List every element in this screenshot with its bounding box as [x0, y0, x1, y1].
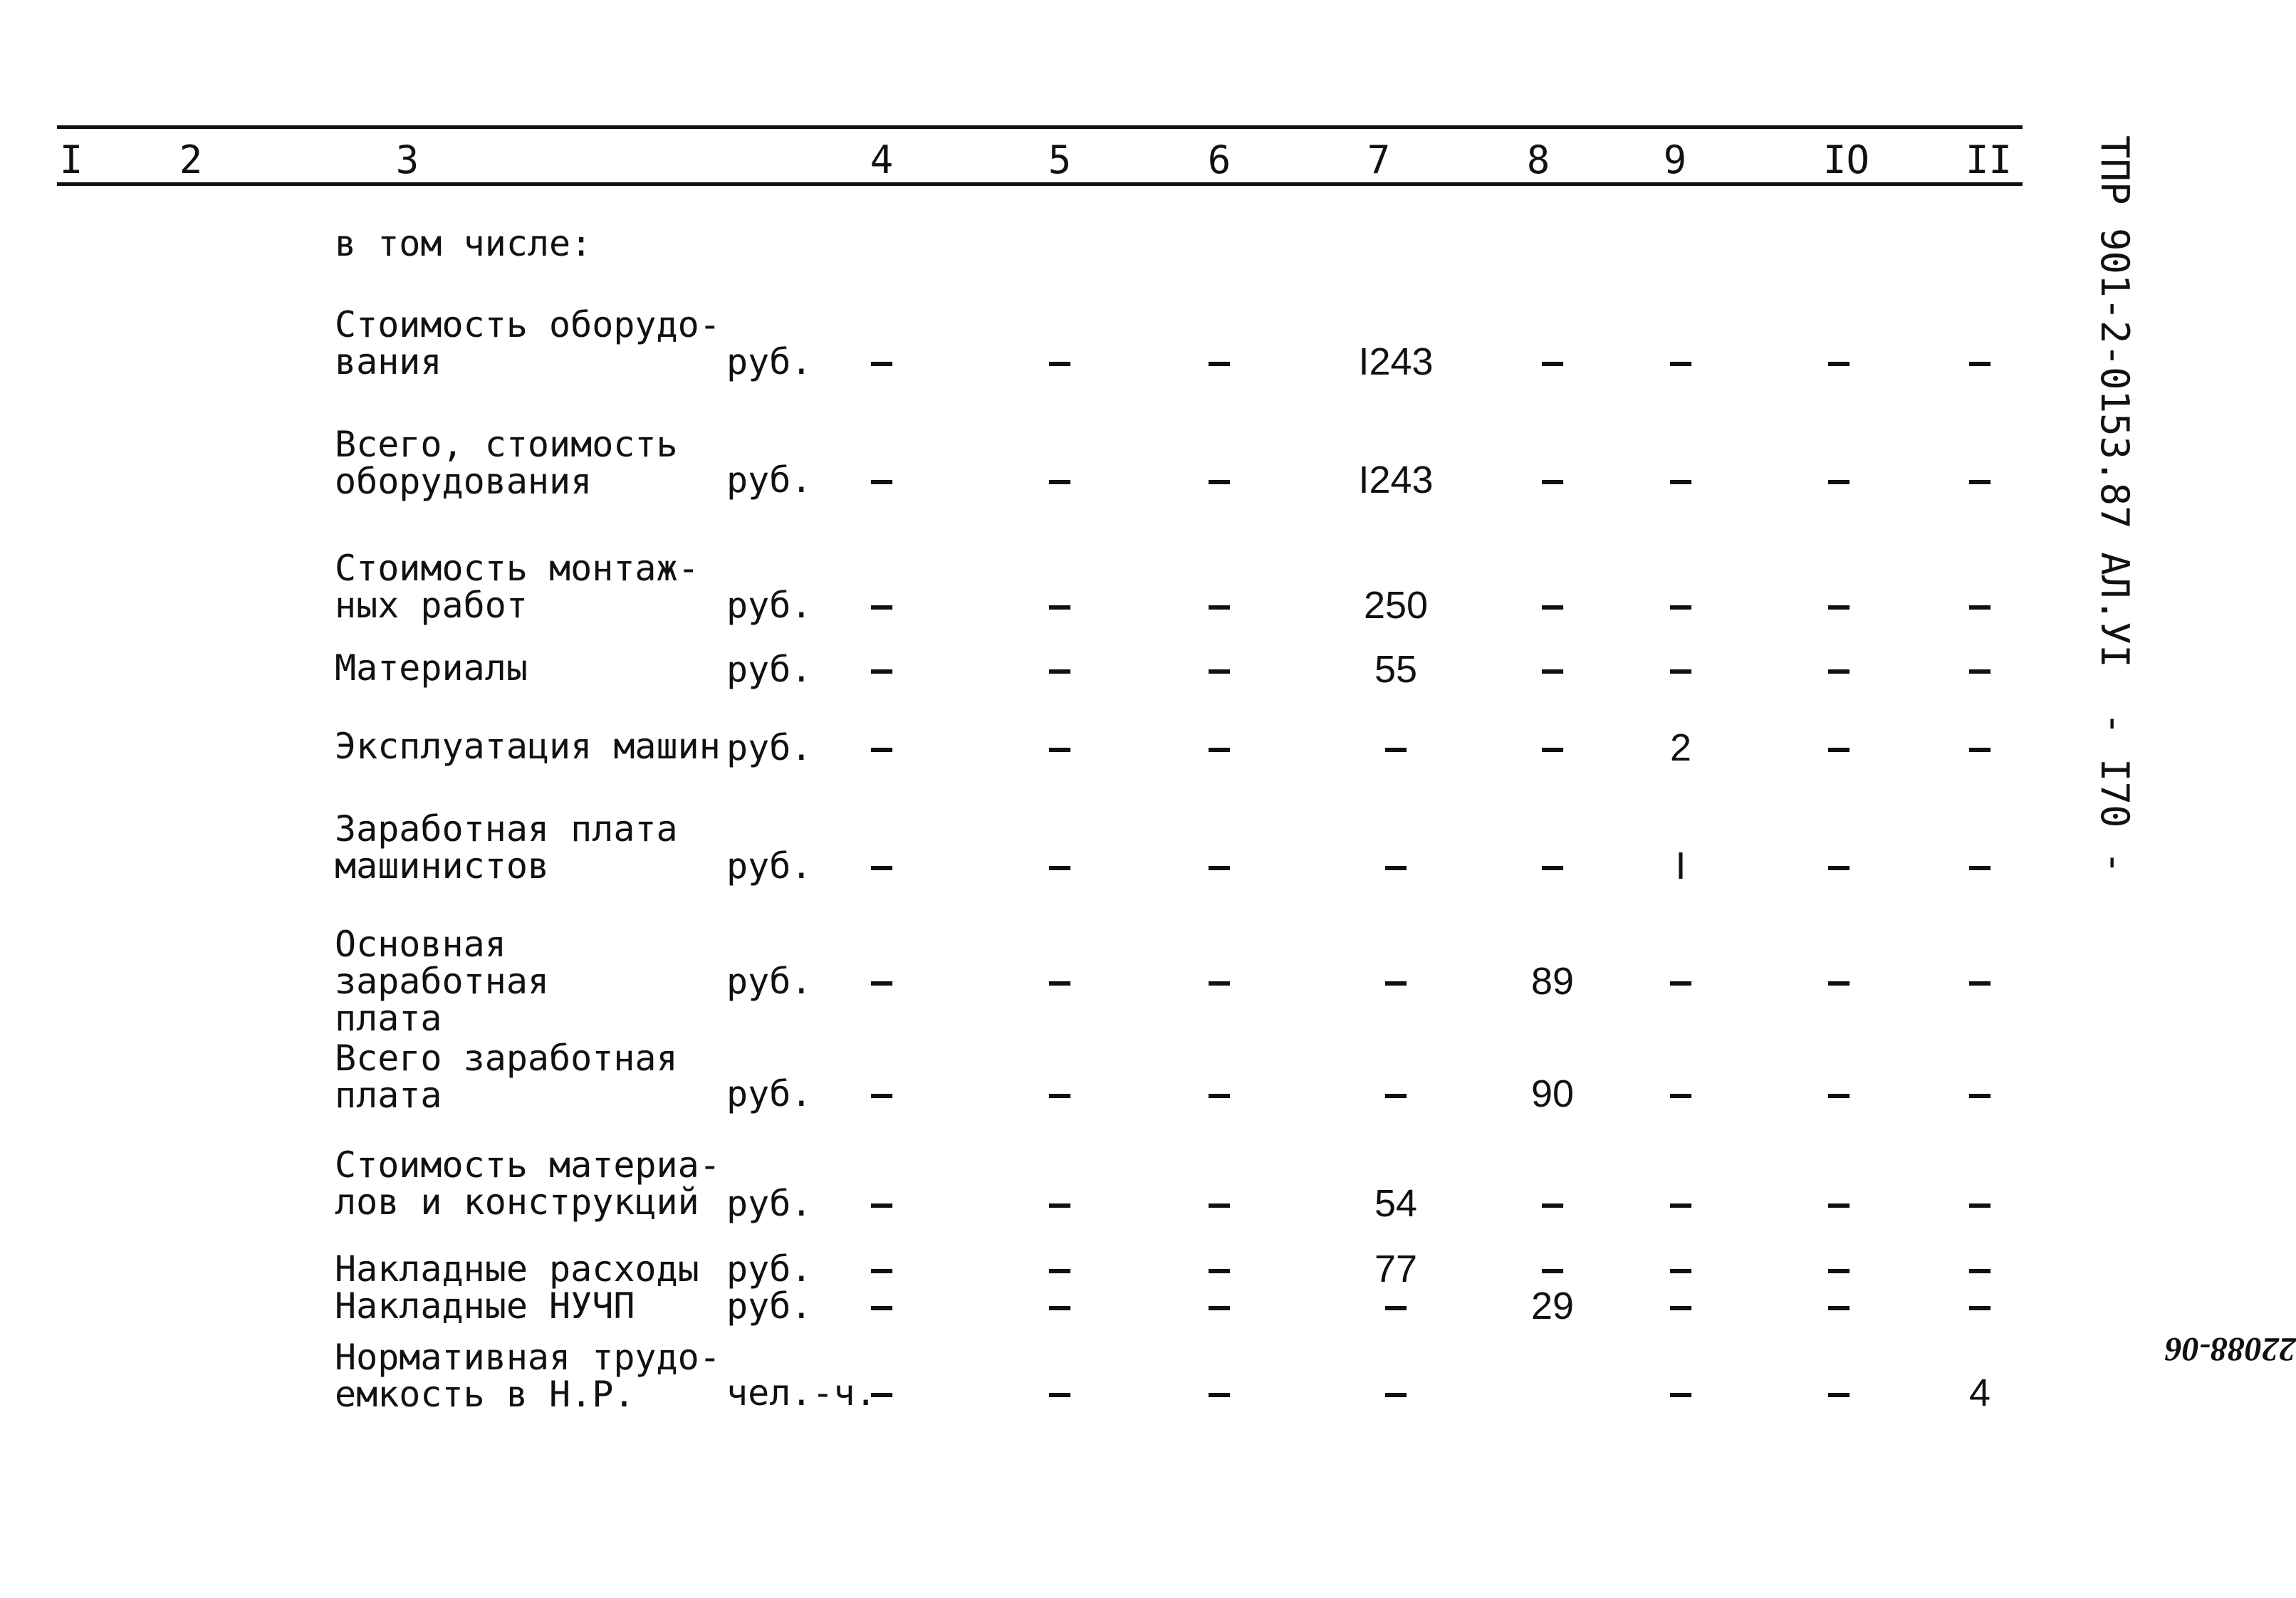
- row-unit: руб.: [726, 585, 813, 626]
- table-cell: –: [1208, 649, 1231, 690]
- table-cell: –: [1541, 727, 1564, 768]
- col-header-8: 8: [1526, 137, 1550, 182]
- table-cell: –: [1048, 459, 1071, 501]
- table-cell: –: [870, 459, 893, 501]
- table-cell: –: [1827, 1248, 1850, 1290]
- table-cell: –: [1048, 1183, 1071, 1224]
- table-cell: –: [1827, 845, 1850, 887]
- row-unit: руб.: [726, 1183, 813, 1224]
- table-cell: –: [1208, 961, 1231, 1002]
- table-cell: –: [1968, 341, 1991, 382]
- table-cell: –: [1669, 585, 1692, 626]
- row-label: Всего, стоимость оборудования: [335, 424, 678, 502]
- table-cell: –: [870, 649, 893, 690]
- table-cell: –: [1208, 585, 1231, 626]
- table-cell: –: [1968, 845, 1991, 887]
- table-cell: –: [1827, 1285, 1850, 1327]
- row-unit: чел.-ч.: [726, 1372, 877, 1414]
- row-label: Накладные расходы: [335, 1248, 699, 1290]
- row-label: Стоимость материа- лов и конструкций: [335, 1144, 721, 1223]
- table-cell: 29: [1530, 1285, 1575, 1327]
- table-cell: –: [1208, 1183, 1231, 1224]
- table-cell: –: [870, 727, 893, 768]
- table-cell: –: [870, 341, 893, 382]
- table-cell: –: [1208, 1073, 1231, 1114]
- table-cell: –: [1208, 1372, 1231, 1414]
- table-cell: –: [1827, 961, 1850, 1002]
- table-cell: –: [1048, 1372, 1071, 1414]
- row-unit: руб.: [726, 341, 813, 382]
- table-cell: 89: [1530, 960, 1575, 1003]
- table-cell: –: [870, 1183, 893, 1224]
- table-cell: –: [1827, 727, 1850, 768]
- table-cell: 90: [1530, 1072, 1575, 1115]
- table-cell: –: [870, 845, 893, 887]
- row-label: Накладные НУЧП: [335, 1285, 635, 1327]
- table-cell: –: [1048, 341, 1071, 382]
- col-header-1: I: [59, 137, 83, 182]
- table-cell: –: [870, 1285, 893, 1327]
- table-cell: –: [1208, 341, 1231, 382]
- table-cell: –: [1541, 649, 1564, 690]
- table-cell: –: [1384, 1285, 1407, 1327]
- table-cell: –: [1968, 585, 1991, 626]
- table-cell: –: [1669, 1285, 1692, 1327]
- table-cell: I243: [1358, 459, 1434, 501]
- table-cell: –: [1048, 649, 1071, 690]
- table-cell: –: [1968, 649, 1991, 690]
- row-label: Нормативная трудо- емкость в Н.Р.: [335, 1337, 721, 1415]
- table-cell: –: [1669, 649, 1692, 690]
- table-cell: –: [1827, 341, 1850, 382]
- table-cell: –: [1384, 727, 1407, 768]
- row-unit: руб.: [726, 727, 813, 768]
- table-cell: –: [1827, 1073, 1850, 1114]
- table-cell: –: [1968, 727, 1991, 768]
- table-cell: –: [870, 961, 893, 1002]
- row-unit: руб.: [726, 1073, 813, 1114]
- table-cell: –: [1968, 1248, 1991, 1290]
- table-cell: –: [1048, 1285, 1071, 1327]
- table-cell: –: [1827, 1372, 1850, 1414]
- row-unit: руб.: [726, 649, 813, 690]
- table-cell: –: [1669, 341, 1692, 382]
- table-cell: –: [1208, 727, 1231, 768]
- col-header-9: 9: [1663, 137, 1687, 182]
- table-cell: –: [1048, 1248, 1071, 1290]
- table-cell: –: [1384, 1073, 1407, 1114]
- table-cell: –: [1208, 845, 1231, 887]
- row-label: Основная заработная плата: [335, 924, 550, 1039]
- table-cell: –: [870, 1073, 893, 1114]
- row-label: Заработная плата машинистов: [335, 808, 678, 887]
- table-cell: –: [1048, 585, 1071, 626]
- table-cell: –: [1827, 649, 1850, 690]
- table-cell: –: [1669, 1372, 1692, 1414]
- table-cell: –: [1208, 1285, 1231, 1327]
- table-cell: I: [1675, 845, 1686, 887]
- row-label: Материалы: [335, 647, 528, 689]
- col-header-6: 6: [1207, 137, 1231, 182]
- table-cell: –: [1541, 585, 1564, 626]
- row-label: Стоимость монтаж- ных работ: [335, 548, 699, 626]
- table-cell: –: [1669, 459, 1692, 501]
- table-cell: –: [1541, 1248, 1564, 1290]
- table-cell: 77: [1374, 1248, 1418, 1290]
- table-cell: –: [1048, 1073, 1071, 1114]
- table-cell: 4: [1968, 1372, 1991, 1414]
- col-header-10: IO: [1823, 137, 1870, 182]
- table-cell: –: [1541, 459, 1564, 501]
- page-number: - I70 -: [2092, 712, 2137, 874]
- row-unit: руб.: [726, 1285, 813, 1327]
- table-cell: I243: [1358, 340, 1434, 383]
- row-unit: руб.: [726, 1248, 813, 1290]
- table-cell: 54: [1374, 1182, 1418, 1225]
- row-unit: руб.: [726, 459, 813, 501]
- col-header-7: 7: [1367, 137, 1391, 182]
- table-cell: –: [1669, 1073, 1692, 1114]
- table-cell: –: [1541, 1183, 1564, 1224]
- document-code: ТПР 901-2-0153.87 АЛ.УI: [2092, 135, 2137, 668]
- table-cell: –: [1048, 961, 1071, 1002]
- row-unit: руб.: [726, 961, 813, 1002]
- row-label: Стоимость оборудо- вания: [335, 304, 721, 382]
- table-cell: –: [870, 1248, 893, 1290]
- row-label: Всего заработная плата: [335, 1038, 678, 1116]
- col-header-2: 2: [179, 137, 203, 182]
- col-header-11: II: [1966, 137, 2013, 182]
- table-cell: 2: [1669, 726, 1692, 769]
- subheading: в том числе:: [335, 223, 593, 264]
- row-label: Эксплуатация машин: [335, 726, 721, 767]
- table-cell: –: [1669, 1183, 1692, 1224]
- table-cell: –: [1384, 845, 1407, 887]
- table-cell: –: [1208, 459, 1231, 501]
- table-cell: –: [1827, 1183, 1850, 1224]
- row-unit: руб.: [726, 845, 813, 887]
- table-cell: 250: [1363, 584, 1429, 627]
- table-cell: –: [1968, 1285, 1991, 1327]
- table-cell: –: [1968, 1183, 1991, 1224]
- table-cell: –: [1541, 845, 1564, 887]
- table-cell: –: [1208, 1248, 1231, 1290]
- table-cell: –: [1384, 961, 1407, 1002]
- table-cell: –: [1968, 1073, 1991, 1114]
- table-cell: –: [1048, 845, 1071, 887]
- table-cell: –: [1384, 1372, 1407, 1414]
- table-cell: –: [1669, 1248, 1692, 1290]
- table-cell: –: [1827, 459, 1850, 501]
- table-cell: –: [1669, 961, 1692, 1002]
- table-cell: –: [870, 1372, 893, 1414]
- table-cell: –: [870, 585, 893, 626]
- col-header-4: 4: [870, 137, 894, 182]
- table-cell: –: [1968, 961, 1991, 1002]
- table-cell: 55: [1374, 648, 1418, 691]
- table-cell: –: [1541, 341, 1564, 382]
- stamp-number: 22088-06: [2165, 1330, 2296, 1368]
- table-cell: –: [1048, 727, 1071, 768]
- table-cell: –: [1968, 459, 1991, 501]
- col-header-5: 5: [1048, 137, 1072, 182]
- col-header-3: 3: [395, 137, 419, 182]
- table-cell: –: [1827, 585, 1850, 626]
